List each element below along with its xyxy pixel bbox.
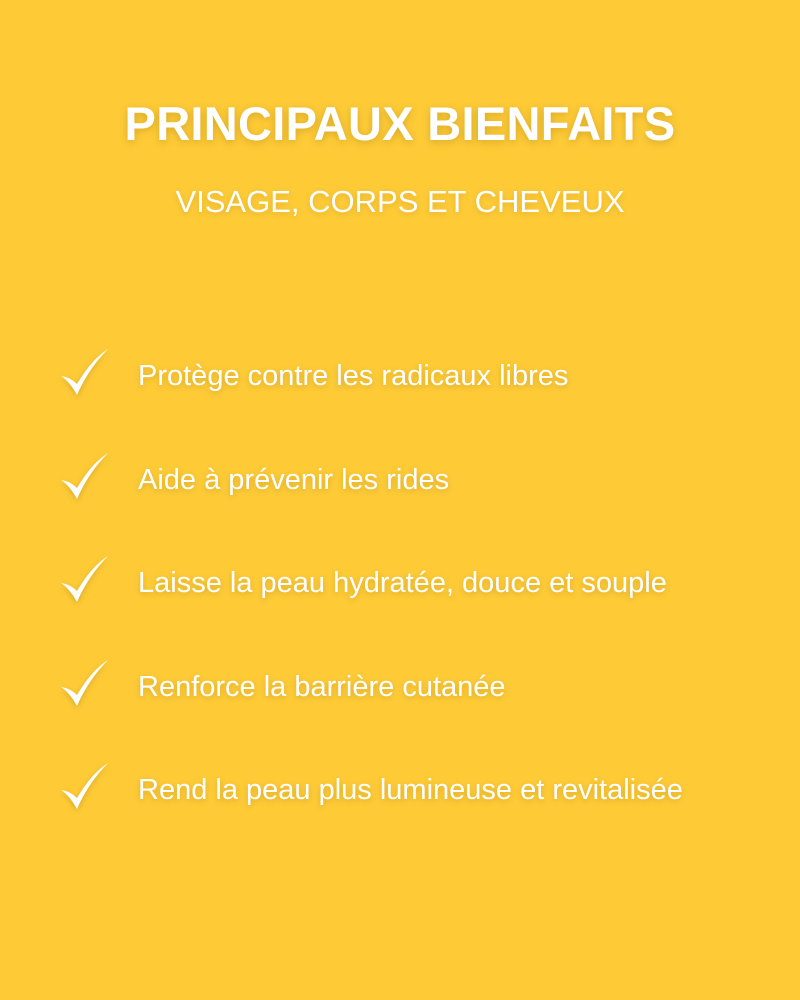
checkmark-icon [58,657,112,711]
benefit-item [0,346,800,450]
benefit-label: Rend la peau plus lumineuse et revitalisée [138,774,683,806]
benefit-item [0,553,800,657]
page-subtitle: VISAGE, CORPS ET CHEVEUX [175,184,625,219]
page-title: PRINCIPAUX BIENFAITS [124,97,676,150]
checkmark-icon [58,553,112,607]
benefit-label: Renforce la barrière cutanée [138,670,506,703]
checkmark-icon [58,346,112,400]
checkmark-icon [58,450,112,504]
benefit-label: Laisse la peau hydratée, douce et souple [138,567,667,599]
benefit-label: Aide à prévenir les rides [138,463,450,496]
benefit-item [0,450,800,554]
benefit-item [0,760,800,864]
benefit-label: Protège contre les radicaux libres [138,360,569,392]
benefits-list [0,346,800,864]
benefit-item [0,657,800,761]
checkmark-icon [58,760,112,814]
